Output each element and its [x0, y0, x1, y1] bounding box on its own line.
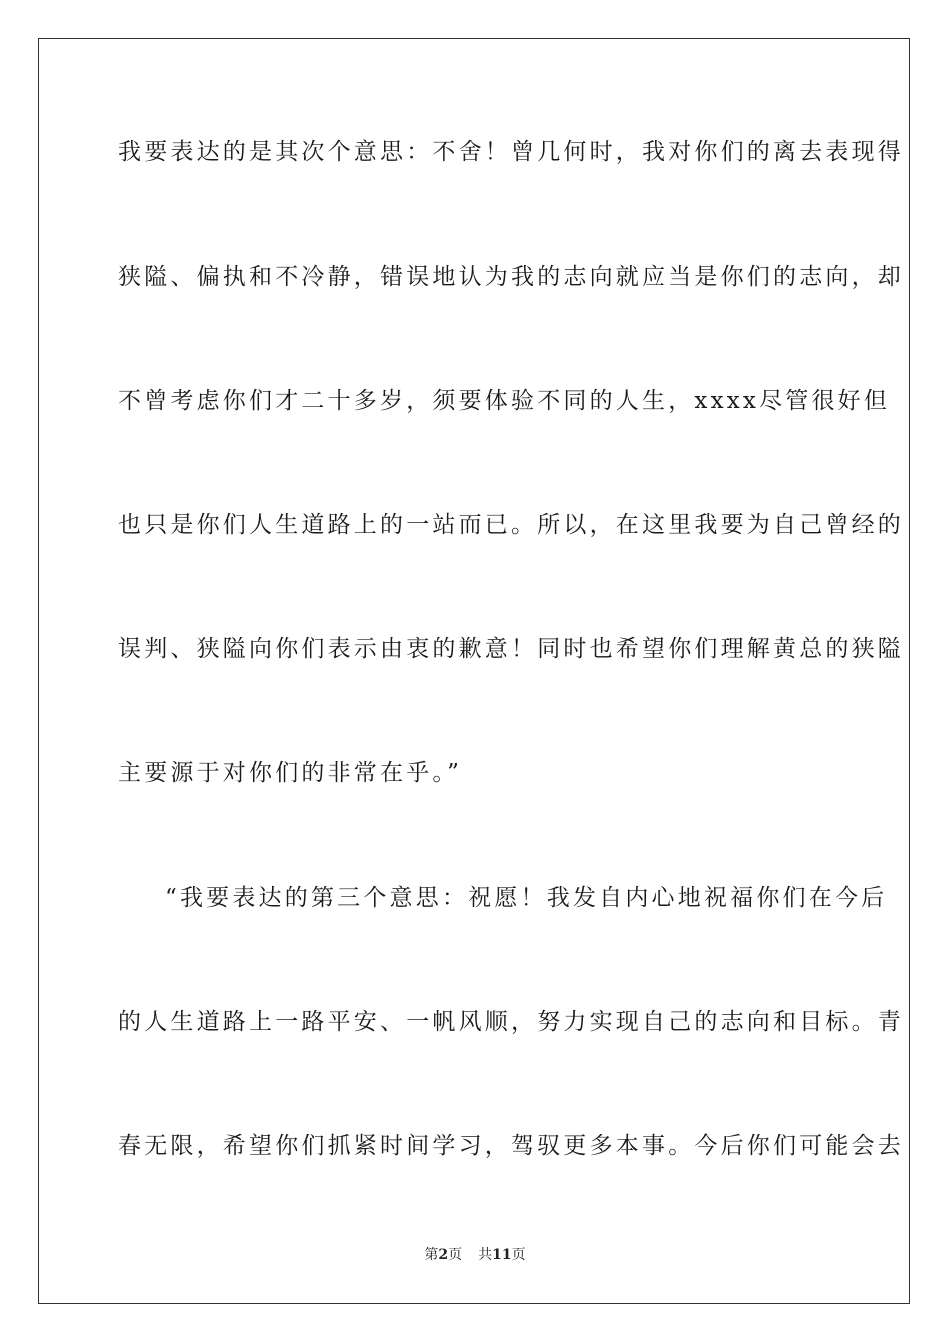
paragraph-line: 狭隘、偏执和不冷静，错误地认为我的志向就应当是你们的志向，却 — [118, 264, 904, 290]
page-prefix: 第 — [424, 1247, 439, 1263]
page-border — [38, 38, 910, 1304]
paragraph-line: 我要表达的是其次个意思：不舍！曾几何时，我对你们的离去表现得 — [118, 139, 904, 165]
paragraph-line: 不曾考虑你们才二十多岁，须要体验不同的人生，xxxx尽管很好但 — [118, 388, 891, 414]
page-suffix: 页 — [448, 1247, 463, 1263]
paragraph-line: 主要源于对你们的非常在乎。” — [118, 760, 463, 786]
paragraph-line: 也只是你们人生道路上的一站而已。所以，在这里我要为自己曾经的 — [118, 512, 904, 538]
paragraph-line: 的人生道路上一路平安、一帆风顺，努力实现自己的志向和目标。青 — [118, 1009, 904, 1035]
current-page-number: 2 — [438, 1247, 449, 1263]
total-page-count: 11 — [492, 1247, 512, 1263]
paragraph-line: 春无限，希望你们抓紧时间学习，驾驭更多本事。今后你们可能会去 — [118, 1133, 904, 1159]
page-footer — [0, 1246, 950, 1264]
total-prefix: 共 — [478, 1247, 493, 1263]
paragraph-line: 误判、狭隘向你们表示由衷的歉意！同时也希望你们理解黄总的狭隘 — [118, 636, 904, 662]
paragraph-line: “我要表达的第三个意思：祝愿！我发自内心地祝福你们在今后 — [165, 885, 888, 911]
total-suffix: 页 — [511, 1247, 526, 1263]
